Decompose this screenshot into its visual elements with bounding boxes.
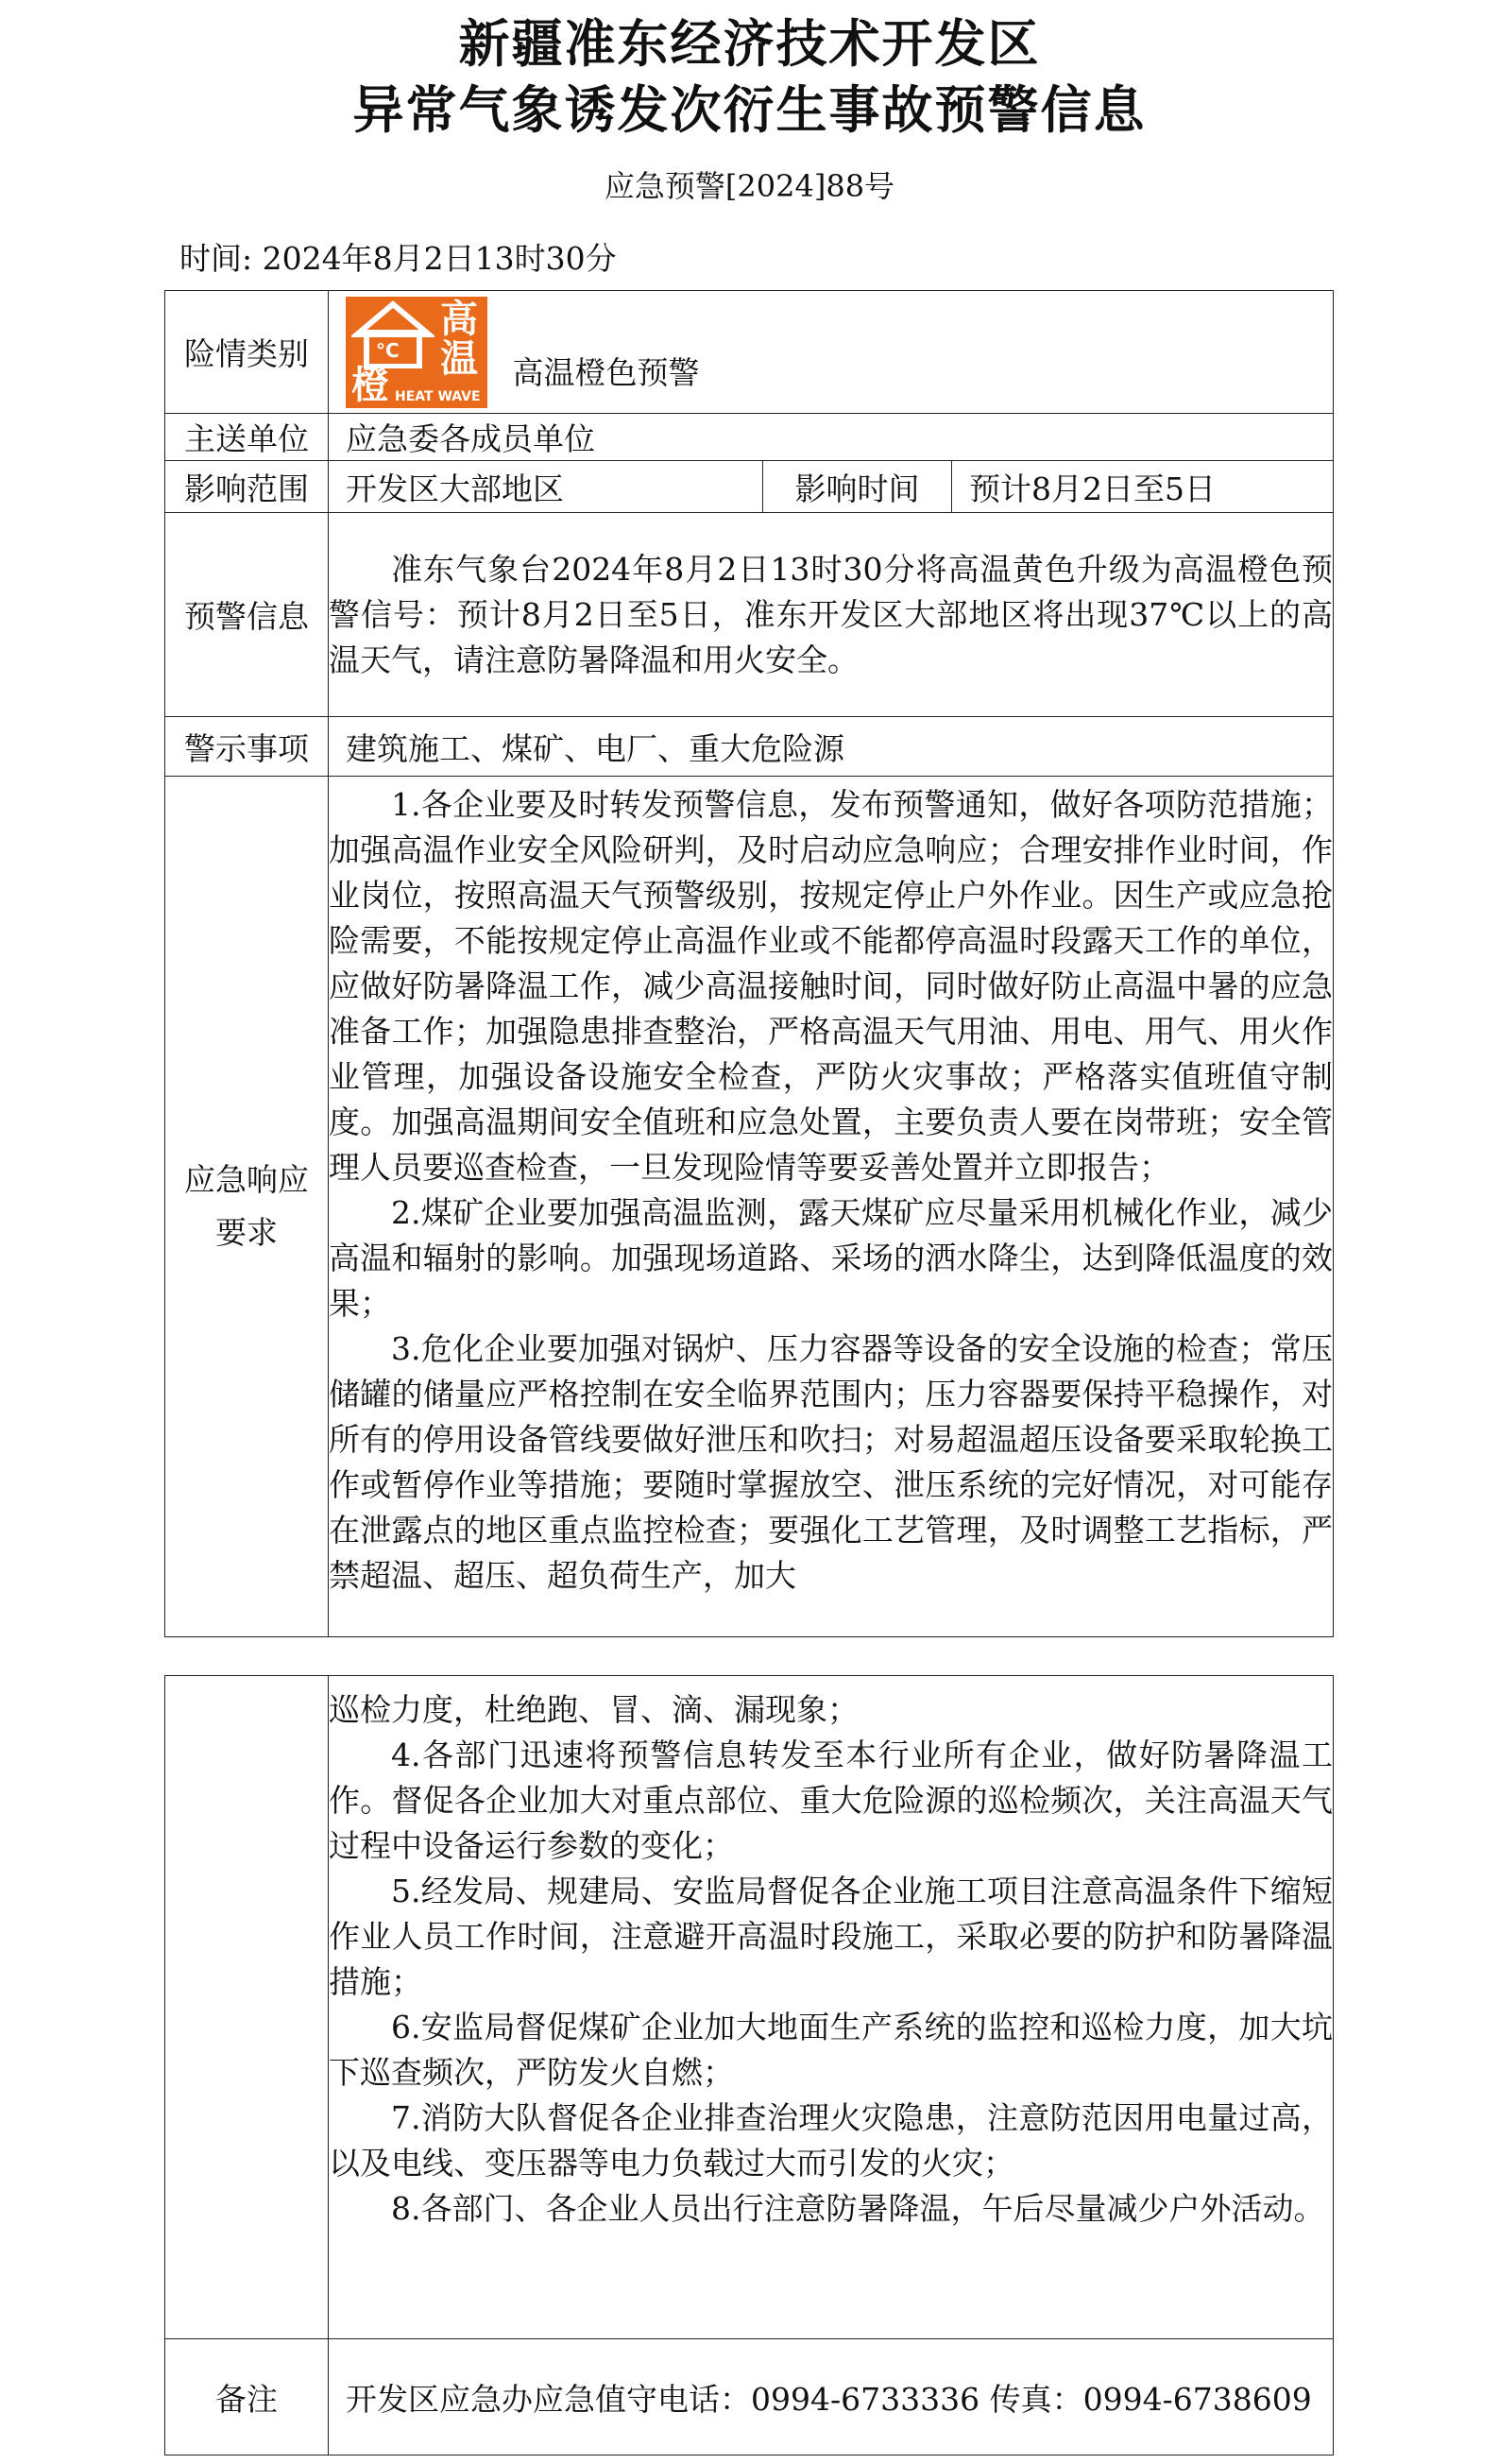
row-response [165,777,1334,1637]
risk-type-value: 高温橙色预警 [512,354,700,391]
row-caution [165,717,1334,777]
document-number: 应急预警[2024]88号 [604,168,895,204]
response-cell-continued [329,1676,1334,2339]
warning-cell [329,513,1334,717]
caution-value: 建筑施工、煤矿、电厂、重大危险源 [329,717,1334,777]
period-label: 影响时间 [763,461,952,513]
badge-caption: HEAT WAVE [395,388,481,404]
document-title-line2: 异常气象诱发次衍生事故预警信息 [352,80,1147,140]
warning-table-continued [164,1675,1334,2455]
response-cell [329,777,1334,1637]
row-scope-period [165,461,1334,513]
response-label-line1: 应急响应 [184,1161,309,1198]
response-label [165,777,329,1637]
badge-char-bottom: 橙 [351,363,389,407]
document-title-line1: 新疆准东经济技术开发区 [458,14,1041,74]
row-remarks [165,2339,1334,2455]
row-warning-info [165,513,1334,717]
risk-type-label: 险情类别 [165,291,329,414]
response-paragraph-2: 2.煤矿企业要加强高温监测，露天煤矿应尽量采用机械化作业，减少高温和辐射的影响。加强现场道路、采场的洒水降尘，达到降低温度的效果； [329,1194,1334,1322]
thermometer-house-icon [351,300,434,368]
response-paragraph-3-continued: 巡检力度，杜绝跑、冒、滴、漏现象； [329,1691,859,1728]
response-paragraph-4: 4.各部门迅速将预警信息转发至本行业所有企业，做好防暑降温工作。督促各企业加大对重点部位、重大危险源的巡检频次，关注高温天气过程中设备运行参数的变化； [329,1737,1333,1864]
risk-type-cell [329,291,1334,414]
response-label-empty [165,1676,329,2339]
scope-label: 影响范围 [165,461,329,513]
row-risk-type [165,291,1334,414]
response-paragraph-3: 3.危化企业要加强对锅炉、压力容器等设备的安全设施的检查；常压储罐的储量应严格控制在安全临界范围内；压力容器要保持平稳操作，对所有的停用设备管线要做好泄压和吹扫；对易超温超压设备要采取轮换工作或暂停作业等措施；要随时掌握放空、泄压系统的完好情况，对可能存在泄露点的地区重点监控检查；要强化工艺管理，及时调整工艺指标，严禁超温、超压、超负荷生产，加大 [329,1330,1334,1594]
recipient-value: 应急委各成员单位 [329,414,1334,461]
warning-table [164,290,1334,1637]
response-paragraph-8: 8.各部门、各企业人员出行注意防暑降温，午后尽量减少户外活动。 [391,2190,1325,2227]
response-paragraph-6: 6.安监局督促煤矿企业加大地面生产系统的监控和巡检力度，加大坑下巡查频次，严防发火自燃； [329,2009,1333,2091]
heat-wave-orange-badge [346,297,487,408]
row-response-continued [165,1676,1334,2339]
issue-time: 时间: 2024年8月2日13时30分 [179,240,617,277]
caution-label: 警示事项 [165,717,329,777]
row-recipient [165,414,1334,461]
badge-char-top: 高 [440,297,478,341]
svg-text:°C: °C [376,338,400,362]
period-value: 预计8月2日至5日 [952,461,1334,513]
response-paragraph-7: 7.消防大队督促各企业排查治理火灾隐患，注意防范因用电量过高，以及电线、变压器等电力负载过大而引发的火灾； [329,2099,1333,2182]
recipient-label: 主送单位 [165,414,329,461]
response-label-line2: 要求 [215,1214,278,1251]
scope-value: 开发区大部地区 [329,461,763,513]
remarks-value: 开发区应急办应急值守电话：0994-6733336 传真：0994-6738609 [329,2339,1334,2455]
response-paragraph-5: 5.经发局、规建局、安监局督促各企业施工项目注意高温条件下缩短作业人员工作时间，注意避开高温时段施工，采取必要的防护和防暑降温措施； [329,1873,1333,2000]
response-paragraph-1: 1.各企业要及时转发预警信息，发布预警通知，做好各项防范措施；加强高温作业安全风险研判，及时启动应急响应；合理安排作业时间，作业岗位，按照高温天气预警级别，按规定停止户外作业。因生产或应急抢险需要，不能按规定停止高温作业或不能都停高温时段露天工作的单位，应做好防暑降温工作，减少高温接触时间，同时做好防止高温中暑的应急准备工作；加强隐患排查整治，严格高温天气用油、用电、用气、用火作业管理，加强设备设施安全检查，严防火灾事故；严格落实值班值守制度。加强高温期间安全值班和应急处置，主要负责人要在岗带班；安全管理人员要巡查检查，一旦发现险情等要妥善处置并立即报告； [329,786,1334,1186]
warning-label: 预警信息 [165,513,329,717]
remarks-label: 备注 [165,2339,329,2455]
badge-char-mid: 温 [440,336,478,381]
warning-text: 准东气象台2024年8月2日13时30分将高温黄色升级为高温橙色预警信号：预计8月2日至5日，准东开发区大部地区将出现37℃以上的高温天气，请注意防暑降温和用火安全。 [329,550,1334,678]
